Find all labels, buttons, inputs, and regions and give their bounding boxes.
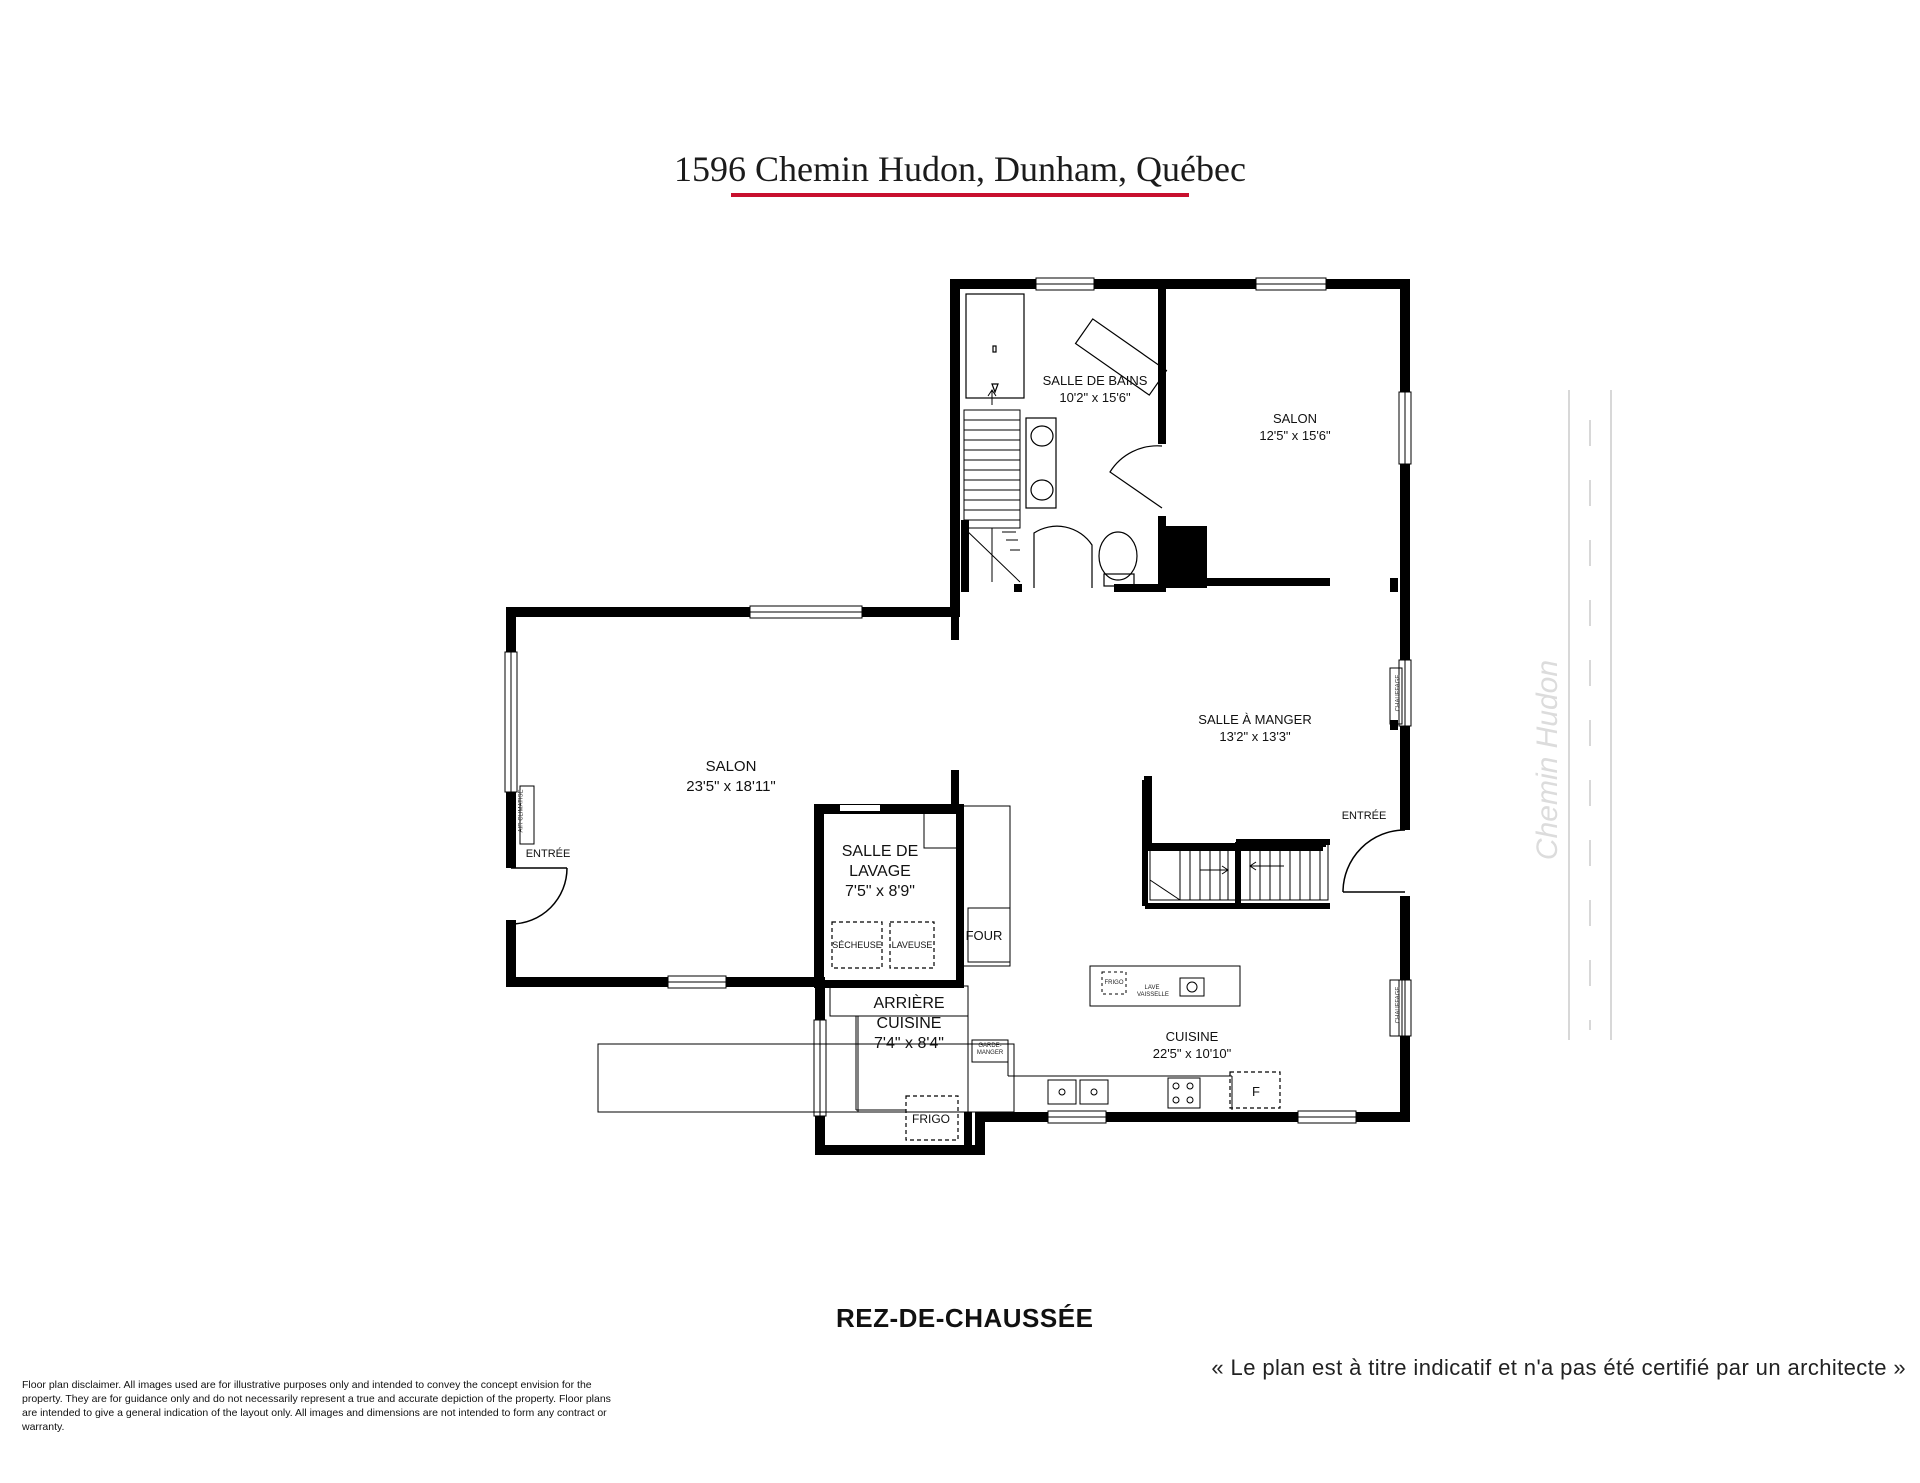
page-title: 1596 Chemin Hudon, Dunham, Québec	[674, 149, 1246, 189]
heating-label-1: CHAUFFAGE	[1395, 674, 1402, 712]
disclaimer-text: Floor plan disclaimer. All images used are for illustrative purposes only and intended to convey the concept envision for the property. They are for guidance only and do not necessarily represent a true and accurate depiction of the property. Floor plans are intended to give a general indication of the layout only. All images and dimensions are not intended to form any contract or warranty.	[22, 1379, 611, 1433]
room-name: SALLE DE LAVAGE	[841, 843, 919, 880]
heating-label-2: CHAUFFAGE	[1395, 986, 1402, 1024]
room-name: SALLE DE BAINS	[1042, 373, 1148, 388]
room-dimensions: 22'5" x 10'10"	[1152, 1046, 1232, 1061]
room-name: SALON	[705, 758, 757, 775]
certification-note: « Le plan est à titre indicatif et n'a pas été certifié par un architecte »	[1211, 1355, 1906, 1380]
air-conditioning-label: AIR CLIMATISÉ	[518, 789, 525, 833]
entry-door-left	[504, 868, 567, 924]
room-salle-de-bains	[1043, 372, 1148, 406]
room-name: SALON	[1272, 411, 1318, 426]
room-salon-right	[1259, 410, 1330, 444]
room-cuisine	[1153, 1028, 1232, 1062]
bath-fixtures	[966, 294, 1166, 588]
room-name: ARRIÈRE CUISINE	[873, 995, 945, 1032]
washer-label: LAVEUSE	[891, 940, 933, 950]
dishwasher-label: LAVE VAISSELLE	[1137, 985, 1169, 998]
street-name: Chemin Hudon	[1531, 659, 1564, 861]
pantry-label: GARDE-MANGER	[976, 1043, 1004, 1056]
room-dimensions: 7'5" x 8'9"	[845, 883, 915, 900]
room-salle-a-manger	[1198, 711, 1311, 745]
room-dimensions: 12'5" x 15'6"	[1259, 428, 1331, 443]
room-dimensions: 23'5" x 18'11"	[686, 778, 776, 795]
entry-label-left: ENTRÉE	[525, 848, 571, 860]
room-dimensions: 13'2" x 13'3"	[1219, 729, 1291, 744]
entry-label-right: ENTRÉE	[1341, 810, 1387, 822]
fridge-small-label: FRIGO	[1104, 980, 1124, 986]
room-dimensions: 7'4" x 8'4"	[874, 1035, 944, 1052]
f-label: F	[1252, 1084, 1260, 1099]
stairs-upper	[964, 390, 1020, 582]
room-salle-de-lavage	[825, 842, 935, 902]
fridge-label: FRIGO	[912, 1112, 950, 1126]
room-dimensions: 10'2" x 15'6"	[1059, 390, 1131, 405]
title-underline	[731, 193, 1189, 197]
street-lines	[1569, 390, 1611, 1040]
entry-door-right	[1343, 830, 1412, 896]
stairs-center	[1145, 778, 1326, 848]
oven-label: FOUR	[965, 928, 1003, 943]
room-name: CUISINE	[1165, 1029, 1219, 1044]
room-salon-left	[686, 757, 776, 797]
fireplace-block	[1165, 526, 1207, 588]
dryer-label: SÉCHEUSE	[832, 940, 882, 950]
room-name: SALLE À MANGER	[1198, 712, 1312, 727]
room-arriere-cuisine	[854, 994, 964, 1054]
floor-name: REZ-DE-CHAUSSÉE	[836, 1303, 1094, 1333]
